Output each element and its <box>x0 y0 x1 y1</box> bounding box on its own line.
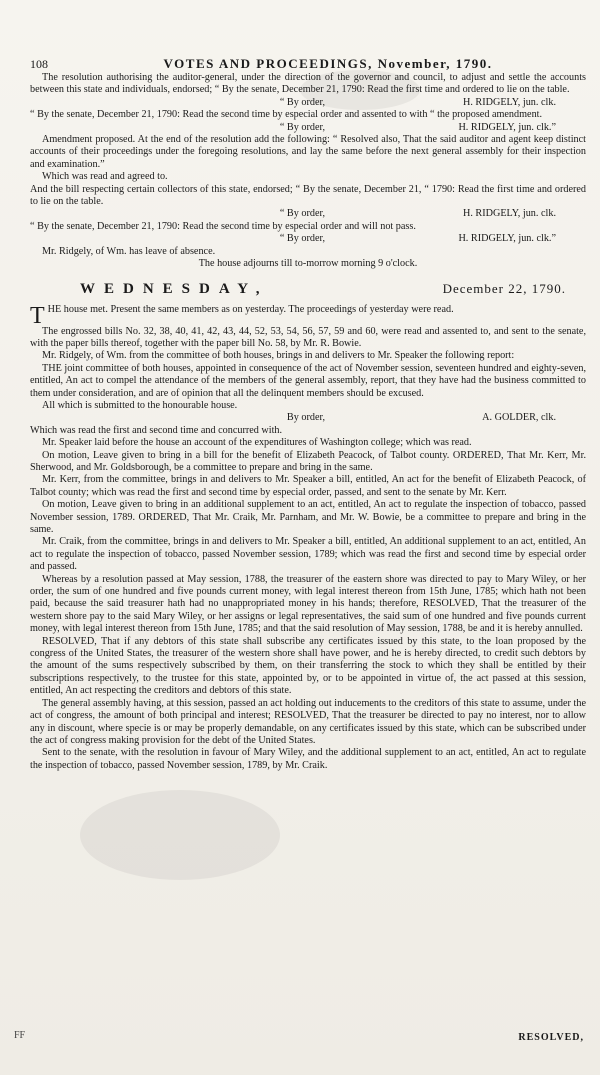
paragraph: On motion, Leave given to bring in an additional supplement to an act, entitled, An act to regulate the inspection of tobacco, passed November session, 1789. ORDERED, That Mr. Craik, Mr. Parnham, and Mr. W. Bowie, be a committee to prepare and bring in the same. <box>30 499 586 535</box>
paragraph: “ By the senate, December 21, 1790: Read the second time by especial order and will not pass. <box>30 220 416 232</box>
paragraph: On motion, Leave given to bring in a bill for the benefit of Elizabeth Peacock, of Talbot county. ORDERED, That Mr. Kerr, Mr. Sherwood, and Mr. Goldsborough, be a committee to prepare and bring in the same. <box>30 449 586 473</box>
paragraph: All which is submitted to the honourable house. <box>42 399 238 411</box>
paragraph <box>30 302 586 329</box>
day-name: WEDNESDAY, <box>80 280 269 297</box>
report-paragraph: THE joint committee of both houses, appointed in consequence of the act of November session, seventeen hundred and eighty-seven, entitled, An act to compel the attendance of the members of the general assembly, report, that they have had the business committed to them under consideration, and are of opinion that all the delinquent members should be excused. <box>30 362 586 399</box>
page-body <box>30 72 586 772</box>
paragraph: Which was read and agreed to. <box>42 171 168 183</box>
paragraph: Mr. Craik, from the committee, brings in and delivers to Mr. Speaker a bill, entitled, An additional supplement to an act, entitled, An act to regulate the inspection of tobacco, passed November session, 1789; which was read the first and second time by especial order and passed. <box>30 536 586 573</box>
day-date: December 22, 1790. <box>442 280 566 296</box>
signature-line <box>30 122 586 134</box>
paragraph: Mr. Ridgely, of Wm. has leave of absence. <box>42 245 216 257</box>
signature-line <box>30 412 586 424</box>
signature-mark: FF <box>14 1030 26 1041</box>
drop-cap: T <box>30 302 45 329</box>
signature-line <box>30 208 586 220</box>
by-order: “ By order, <box>279 96 325 108</box>
by-order: By order, <box>286 412 325 424</box>
clerk-name: H. RIDGELY, jun. clk.” <box>458 121 556 133</box>
paragraph-text: HE house met. Present the same members as on yesterday. The proceedings of yesterday were read. <box>47 303 454 315</box>
adjournment-line: The house adjourns till to-morrow morning 9 o'clock. <box>198 258 418 270</box>
clerk-name: A. GOLDER, clk. <box>482 412 556 424</box>
paragraph: RESOLVED, That if any debtors of this state shall subscribe any certificates issued by this state, to the loan proposed by the congress of the United States, the treasurer of the western shore shall have power, and he is hereby directed, to credit such debtors by the amount of the sums respectively subscribed by them, on their transferring the stock to which they shall be entitled by their subscriptions respectively, to the trustee for this state, appointed by, or to be appointed in virtue of, the act passed at this session, entitled, An act respecting the creditors and debtors of this state. <box>30 635 586 697</box>
paragraph: Mr. Ridgely, of Wm. from the committee of both houses, brings in and delivers to Mr. Speaker the following report: <box>42 350 515 362</box>
paragraph: The general assembly having, at this session, passed an act holding out inducements to the creditors of this state to assume, under the act of congress, the amount of both principal and interest; RESOLVED, That the treasurer be directed to pay no interest, nor to allow any in discount, where specie is or may be properly demandable, on any certificates issued by this state, which can be subscribed under the act of congress making provision for the debt of the United States. <box>30 697 586 746</box>
running-title: VOTES AND PROCEEDINGS, November, 1790. <box>163 56 493 71</box>
by-order: “ By order, <box>279 233 325 245</box>
by-order: “ By order, <box>279 121 325 133</box>
paragraph: Which was read the first and second time and concurred with. <box>30 424 283 436</box>
clerk-name: H. RIDGELY, jun. clk. <box>462 96 556 108</box>
paragraph: Mr. Speaker laid before the house an account of the expenditures of Washington college; which was read. <box>42 437 472 449</box>
paragraph: And the bill respecting certain collectors of this state, endorsed; “ By the senate, December 21, “ 1790: Read the first time and ordered to lie on the table. <box>30 183 586 208</box>
clerk-name: H. RIDGELY, jun. clk. <box>462 208 556 220</box>
paragraph: Sent to the senate, with the resolution in favour of Mary Wiley, and the additional supplement to an act, entitled, An act to regulate the inspection of tobacco, passed November session, 1789, by Mr. Craik. <box>30 747 586 771</box>
paragraph: The engrossed bills No. 32, 38, 40, 41, 42, 43, 44, 52, 53, 54, 56, 57, 59 and 60, were read and assented to, and sent to the senate, with the paper bills thereof, together with the paper bill No. 58, by Mr. R. Bowie. <box>30 325 586 349</box>
catchword: RESOLVED, <box>518 1032 584 1043</box>
paragraph: Whereas by a resolution passed at May session, 1788, the treasurer of the eastern shore was directed to pay to Mary Wiley, or her order, the sum of one hundred and five pounds current money, with legal interest thereon from 15th June, 1785; which hath not been paid, because the said treasurer hath had no unappropriated money in his hands; therefore, RESOLVED, That the treasurer of the western shore pay to the said Mary Wiley, or her assigns or legal representatives, the said sum of one hundred and five pounds current money, with legal interest thereon from 15th June, 1785; and that the said resolution of May session, 1788, be and it is hereby annulled. <box>30 573 586 635</box>
paragraph: The resolution authorising the auditor-general, under the direction of the governor and council, to adjust and settle the accounts between this state and individuals, endorsed; “ By the senate, December 21, 1790: Read the first time and ordered to lie on the table. <box>30 72 586 96</box>
signature-line <box>30 233 586 245</box>
paragraph: Mr. Kerr, from the committee, brings in and delivers to Mr. Speaker a bill, entitled, An act for the benefit of Elizabeth Peacock, of Talbot county; which was read the first and second time by especial order, passed, and sent to the senate by Mr. Kerr. <box>30 474 586 498</box>
signature-line <box>30 97 586 109</box>
paragraph: “ By the senate, December 21, 1790: Read the second time by especial order and assented to with “ the proposed amendment. <box>30 109 543 121</box>
paragraph: Amendment proposed. At the end of the resolution add the following: “ Resolved also, That the said auditor and agent keep distinct accounts of their proceedings under the foregoing resolutions, and lay the same before the next general assembly for their inspection and examination.” <box>30 134 586 170</box>
day-heading <box>30 281 586 298</box>
by-order: “ By order, <box>279 208 325 220</box>
paper-stain <box>80 790 280 880</box>
running-header <box>30 56 586 72</box>
page-number: 108 <box>30 57 48 71</box>
clerk-name: H. RIDGELY, jun. clk.” <box>458 233 556 245</box>
